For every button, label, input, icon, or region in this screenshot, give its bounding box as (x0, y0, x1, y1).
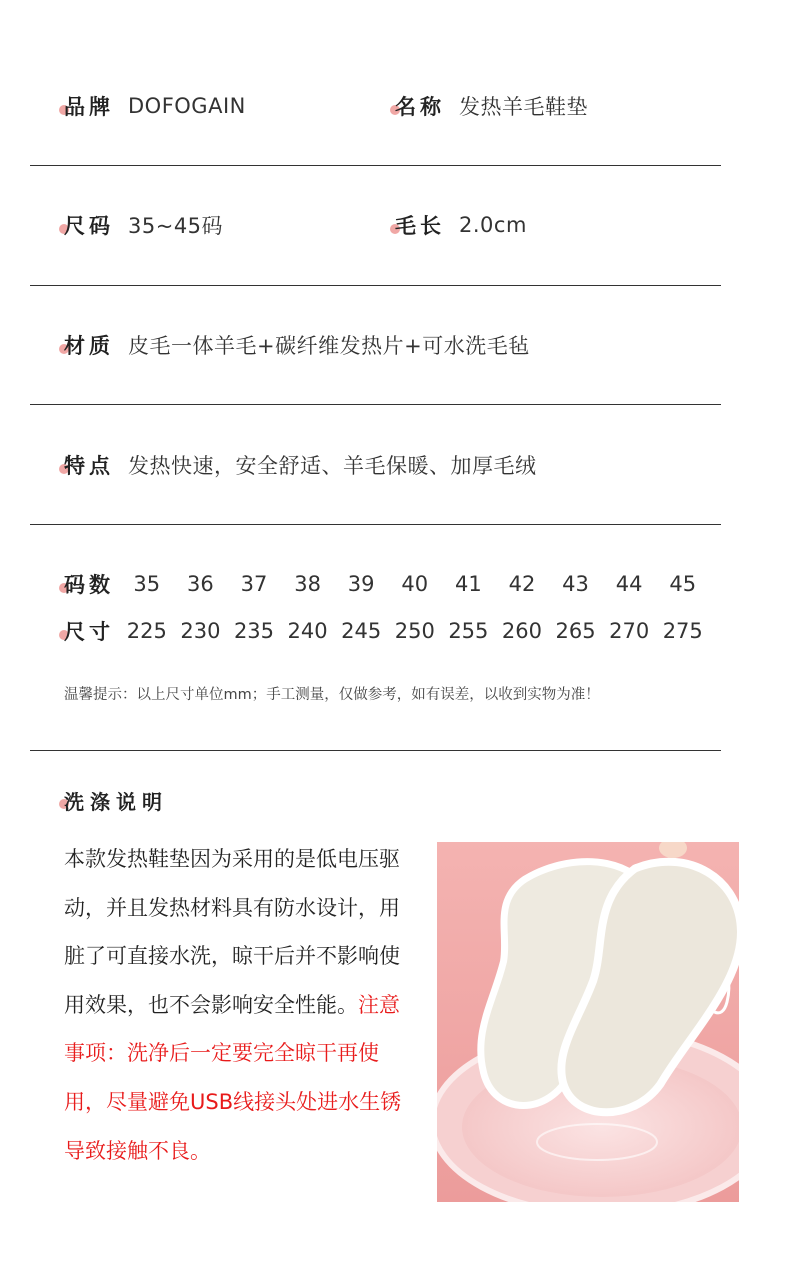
size-mm: 235 (233, 619, 275, 643)
size-code: 35 (133, 572, 161, 596)
size-mm: 240 (287, 619, 328, 643)
size-code-row (64, 569, 710, 599)
insole-washing-photo (437, 842, 739, 1202)
divider (30, 165, 721, 166)
size-code: 44 (615, 572, 643, 596)
size-code: 37 (240, 572, 268, 596)
spec-name (395, 91, 588, 121)
spec-brand (64, 91, 246, 121)
size-mm: 250 (394, 619, 435, 643)
size-code: 39 (347, 572, 375, 596)
size-mm-row (64, 616, 710, 646)
size-code: 45 (669, 572, 697, 596)
size-code: 36 (187, 572, 214, 596)
divider (30, 750, 721, 751)
wash-text: 本款发热鞋垫因为采用的是低电压驱动，并且发热材料具有防水设计，用脏了可直接水洗，晾干后并不影响使用效果，也不会影响安全性能。 (64, 847, 400, 1017)
wash-section-title (64, 785, 168, 815)
size-code: 38 (294, 572, 321, 596)
spec-name-label: 名称 (395, 95, 445, 119)
divider (30, 285, 721, 286)
size-code-label: 码数 (64, 573, 114, 597)
wash-warning-text: 注意事项：洗净后一定要完全晾干再使用，尽量避免USB线接头处进水生锈导致接触不良。 (64, 992, 402, 1163)
size-mm-values (120, 619, 710, 643)
spec-brand-value: DOFOGAIN (128, 94, 246, 118)
spec-fur-length-value: 2.0cm (459, 213, 527, 237)
spec-material-label: 材质 (64, 334, 114, 358)
spec-size (64, 210, 223, 240)
size-code-values (120, 572, 710, 596)
spec-size-label: 尺码 (64, 214, 114, 238)
spec-brand-label: 品牌 (64, 95, 114, 119)
size-mm: 255 (448, 619, 489, 643)
spec-material-value: 皮毛一体羊毛+碳纤维发热片+可水洗毛毡 (128, 334, 530, 358)
size-code: 43 (562, 572, 589, 596)
spec-features-label: 特点 (64, 454, 114, 478)
size-mm: 270 (609, 619, 650, 643)
spec-features (64, 450, 537, 480)
spec-material (64, 330, 530, 360)
divider (30, 524, 721, 525)
size-code: 40 (401, 572, 429, 596)
size-code: 41 (454, 572, 482, 596)
wash-title-text: 洗涤说明 (64, 789, 168, 814)
size-mm-label: 尺寸 (64, 620, 114, 644)
size-mm: 225 (126, 619, 167, 643)
size-mm: 275 (662, 619, 703, 643)
size-mm: 265 (555, 619, 596, 643)
size-mm: 230 (180, 619, 221, 643)
wash-paragraph (64, 835, 404, 1175)
size-code: 42 (508, 572, 536, 596)
divider (30, 404, 721, 405)
size-tip: 温馨提示：以上尺寸单位mm；手工测量，仅做参考，如有误差，以收到实物为准！ (64, 687, 600, 703)
spec-size-value: 35~45码 (128, 214, 224, 238)
spec-fur-length-label: 毛长 (395, 214, 445, 238)
spec-features-value: 发热快速，安全舒适、羊毛保暖、加厚毛绒 (128, 454, 537, 478)
size-mm: 245 (341, 619, 382, 643)
spec-name-value: 发热羊毛鞋垫 (459, 95, 588, 119)
size-mm: 260 (501, 619, 542, 643)
spec-fur-length (395, 210, 527, 240)
